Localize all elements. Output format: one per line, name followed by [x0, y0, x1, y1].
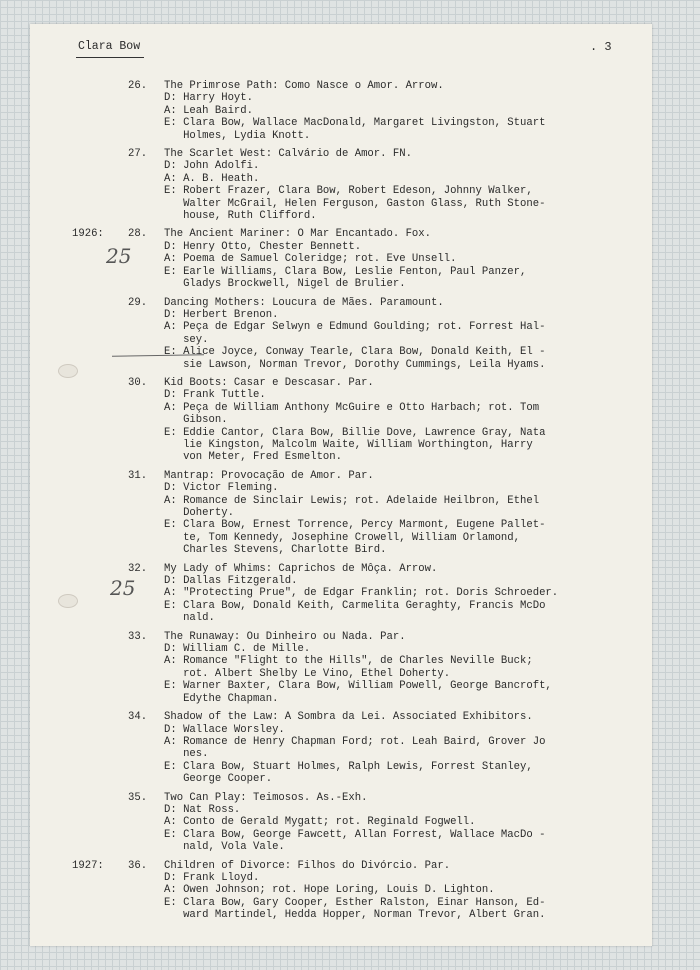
entry-line: E: Earle Williams, Clara Bow, Leslie Fenton, Paul Panzer,: [164, 265, 527, 278]
entry-title: My Lady of Whims: Caprichos de Môça. Arrow.: [164, 562, 438, 575]
entry-year: 1926:: [72, 228, 104, 241]
entry-title: Kid Boots: Casar e Descasar. Par.: [164, 376, 374, 389]
film-entry: [30, 860, 652, 922]
entry-line: D: Nat Ross.: [164, 803, 241, 816]
entry-line: Walter McGrail, Helen Ferguson, Gaston Glass, Ruth Stone-: [164, 197, 546, 210]
entry-line: D: Harry Hoyt.: [164, 92, 254, 105]
entry-year: 1927:: [72, 859, 104, 872]
entry-line: A: Romance de Sinclair Lewis; rot. Adelaide Heilbron, Ethel: [164, 494, 540, 507]
entry-line: E: Alice Joyce, Conway Tearle, Clara Bow, Donald Keith, El -: [164, 346, 546, 359]
pencil-mark: 25: [106, 244, 132, 268]
entry-number: 29.: [128, 296, 148, 309]
film-entry: [30, 631, 652, 705]
entry-line: A: "Protecting Prue", de Edgar Franklin; rot. Doris Schroeder.: [164, 587, 559, 600]
entry-number: 31.: [128, 469, 148, 482]
entry-line: D: John Adolfi.: [164, 160, 260, 173]
entry-title: The Scarlet West: Calvário de Amor. FN.: [164, 148, 412, 161]
entry-number: 27.: [128, 148, 148, 161]
entry-line: nes.: [164, 748, 209, 761]
film-entry: [30, 297, 652, 371]
entry-line: D: Wallace Worsley.: [164, 723, 285, 736]
entry-line: D: Frank Lloyd.: [164, 871, 260, 884]
entry-line: George Cooper.: [164, 773, 273, 786]
entry-line: te, Tom Kennedy, Josephine Crowell, William Orlamond,: [164, 531, 521, 544]
film-entry: [30, 563, 652, 625]
entry-line: E: Clara Bow, Donald Keith, Carmelita Geraghty, Francis McDo: [164, 599, 546, 612]
entry-title: Dancing Mothers: Loucura de Mães. Paramount.: [164, 296, 444, 309]
entry-line: sie Lawson, Norman Trevor, Dorothy Cummings, Leila Hyams.: [164, 358, 546, 371]
entry-line: Doherty.: [164, 507, 234, 519]
entry-line: D: Frank Tuttle.: [164, 389, 266, 402]
entry-line: ward Martindel, Hedda Hopper, Norman Trevor, Albert Gran.: [164, 909, 546, 922]
entry-title: The Runaway: Ou Dinheiro ou Nada. Par.: [164, 630, 406, 643]
film-entry: [30, 377, 652, 464]
entry-line: D: Victor Fleming.: [164, 482, 279, 495]
entry-number: 33.: [128, 630, 148, 643]
entry-line: D: Herbert Brenon.: [164, 308, 279, 321]
entry-line: E: Robert Frazer, Clara Bow, Robert Edeson, Johnny Walker,: [164, 185, 533, 198]
typed-page: [30, 24, 652, 946]
entry-number: 34.: [128, 711, 148, 724]
entry-line: E: Clara Bow, Wallace MacDonald, Margaret Livingston, Stuart: [164, 117, 546, 130]
entry-line: A: Romance "Flight to the Hills", de Charles Neville Buck;: [164, 655, 533, 668]
entry-line: A: Peça de Edgar Selwyn e Edmund Goulding; rot. Forrest Hal-: [164, 321, 546, 334]
entry-title: Two Can Play: Teimosos. As.-Exh.: [164, 791, 368, 804]
entry-title: Children of Divorce: Filhos do Divórcio. Par.: [164, 859, 451, 872]
entry-line: house, Ruth Clifford.: [164, 210, 317, 223]
entry-number: 26.: [128, 80, 148, 92]
film-entry: [30, 711, 652, 785]
film-entry: [30, 148, 652, 222]
entry-number: 28.: [128, 228, 148, 241]
entry-line: A: Owen Johnson; rot. Hope Loring, Louis D. Lighton.: [164, 884, 495, 897]
entry-number: 36.: [128, 859, 148, 872]
entry-line: E: Warner Baxter, Clara Bow, William Powell, George Bancroft,: [164, 680, 552, 693]
entry-line: Holmes, Lydia Knott.: [164, 129, 311, 142]
entry-line: sey.: [164, 333, 209, 346]
entry-line: von Meter, Fred Esmelton.: [164, 451, 343, 464]
entry-number: 30.: [128, 376, 148, 389]
entry-line: nald.: [164, 612, 215, 625]
entry-title: Shadow of the Law: A Sombra da Lei. Associated Exhibitors.: [164, 711, 533, 724]
entry-line: D: Dallas Fitzgerald.: [164, 575, 298, 588]
entry-title: The Primrose Path: Como Nasce o Amor. Arrow.: [164, 80, 444, 92]
entry-line: Charles Stevens, Charlotte Bird.: [164, 544, 387, 557]
entry-line: E: Clara Bow, Stuart Holmes, Ralph Lewis, Forrest Stanley,: [164, 760, 533, 773]
entry-number: 32.: [128, 562, 148, 575]
entry-line: Gladys Brockwell, Nigel de Brulier.: [164, 278, 406, 291]
entry-line: E: Clara Bow, Gary Cooper, Esther Ralston, Einar Hanson, Ed-: [164, 896, 546, 909]
entry-line: Gibson.: [164, 414, 228, 427]
header-name: Clara Bow: [78, 40, 141, 53]
entry-line: rot. Albert Shelby Le Vino, Ethel Doherty.: [164, 667, 451, 680]
entry-line: D: Henry Otto, Chester Bennett.: [164, 240, 362, 253]
entry-line: Edythe Chapman.: [164, 692, 279, 705]
entry-number: 35.: [128, 791, 148, 804]
film-entry: [30, 792, 652, 854]
film-entry: [30, 80, 652, 142]
entry-line: A: A. B. Heath.: [164, 172, 260, 185]
entry-line: E: Eddie Cantor, Clara Bow, Billie Dove, Lawrence Gray, Nata: [164, 426, 546, 439]
entry-line: E: Clara Bow, Ernest Torrence, Percy Marmont, Eugene Pallet-: [164, 519, 546, 532]
film-entry: [30, 470, 652, 557]
entry-line: A: Conto de Gerald Mygatt; rot. Reginald Fogwell.: [164, 816, 476, 829]
entry-line: A: Leah Baird.: [164, 104, 254, 117]
entry-line: A: Peça de William Anthony McGuire e Otto Harbach; rot. Tom: [164, 401, 540, 414]
entry-line: D: William C. de Mille.: [164, 643, 311, 656]
page-number: . 3: [590, 40, 612, 54]
pencil-mark: 25: [110, 576, 136, 600]
entry-title: Mantrap: Provocação de Amor. Par.: [164, 469, 374, 482]
film-entry: [30, 228, 652, 290]
entry-line: lie Kingston, Malcolm Waite, William Worthington, Harry: [164, 438, 533, 451]
entry-line: E: Clara Bow, George Fawcett, Allan Forrest, Wallace MacDo -: [164, 828, 546, 841]
header-underline: [76, 57, 144, 58]
filmography-list: [30, 80, 652, 928]
entry-line: A: Poema de Samuel Coleridge; rot. Eve Unsell.: [164, 253, 457, 266]
entry-line: nald, Vola Vale.: [164, 841, 285, 854]
entry-line: A: Romance de Henry Chapman Ford; rot. Leah Baird, Grover Jo: [164, 735, 546, 748]
entry-title: The Ancient Mariner: O Mar Encantado. Fox.: [164, 228, 432, 241]
